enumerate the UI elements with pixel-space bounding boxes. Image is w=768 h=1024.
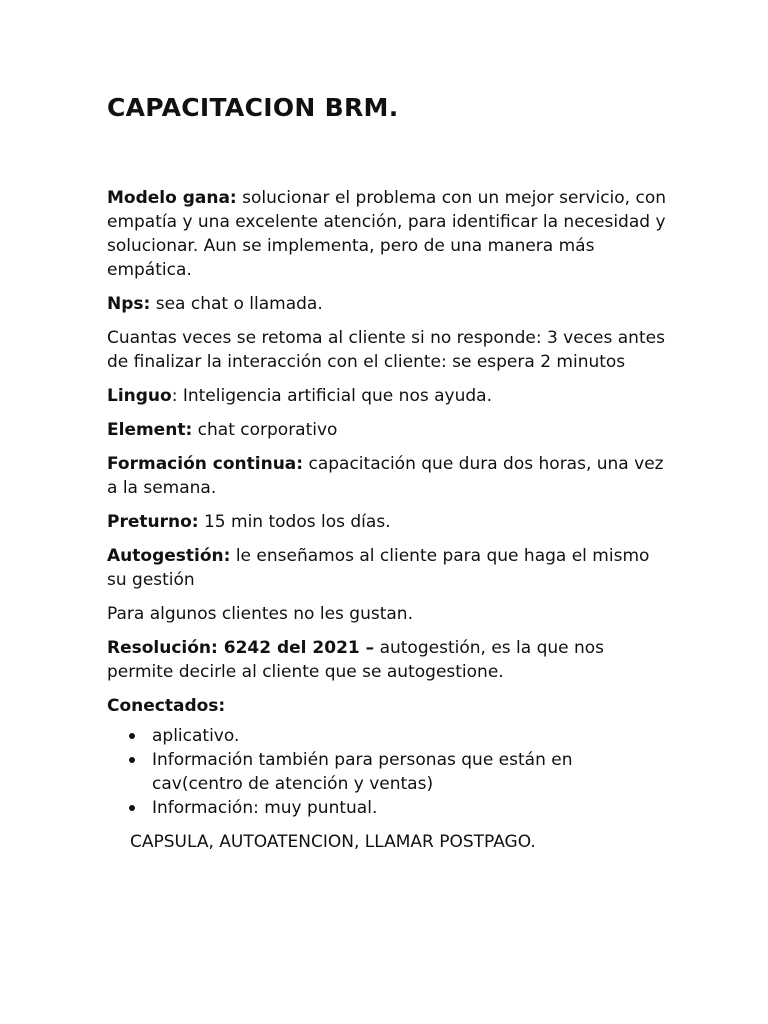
list-item: [152, 748, 667, 796]
list-item-text: Información también para personas que están en cav(centro de atención y ventas): [152, 750, 573, 794]
paragraph-text: autogestión, es la que nos permite decirle al cliente que se autogestione.: [107, 638, 605, 682]
closing-line: CAPSULA, AUTOATENCION, LLAMAR POSTPAGO.: [130, 832, 536, 852]
document-body: [107, 186, 667, 854]
paragraph-text: solucionar el problema con un mejor servicio, con empatía y una excelente atención, para identificar la necesidad y solucionar. Aun se implementa, pero de una manera más empática.: [107, 188, 667, 280]
paragraph-label: Autogestión:: [107, 546, 231, 566]
bullet-list: [107, 724, 667, 820]
paragraph-text: Para algunos clientes no les gustan.: [107, 604, 413, 624]
paragraph-label: Linguo: [107, 386, 172, 406]
paragraph-resolucion: [107, 636, 667, 684]
bullet-icon: [129, 733, 135, 739]
paragraph-label: Element:: [107, 420, 193, 440]
paragraph-text: capacitación que dura dos horas, una vez a la semana.: [107, 454, 664, 498]
paragraph-text: : Inteligencia artificial que nos ayuda.: [171, 386, 492, 406]
paragraph-label: Formación continua:: [107, 454, 304, 474]
paragraph-label: Resolución: 6242 del 2021 –: [107, 638, 375, 658]
paragraph-formacion-continua: [107, 452, 667, 500]
paragraph-modelo-gana: [107, 186, 667, 282]
bullet-icon: [129, 805, 135, 811]
paragraph-label: Nps:: [107, 294, 151, 314]
paragraph-linguo: [107, 384, 667, 408]
list-item: [152, 796, 667, 820]
paragraph-label: Conectados:: [107, 696, 226, 716]
paragraph-algunos-clientes: [107, 602, 667, 626]
list-item-text: Información: muy puntual.: [152, 798, 378, 818]
paragraph-text: 15 min todos los días.: [198, 512, 391, 532]
paragraph-text: sea chat o llamada.: [150, 294, 323, 314]
paragraph-preturno: [107, 510, 667, 534]
paragraph-text: le enseñamos al cliente para que haga el mismo su gestión: [107, 546, 650, 590]
paragraph-autogestion: [107, 544, 667, 592]
document-title: CAPACITACION BRM.: [107, 93, 399, 122]
bullet-icon: [129, 757, 135, 763]
paragraph-element: [107, 418, 667, 442]
paragraph-text: Cuantas veces se retoma al cliente si no responde: 3 veces antes de finalizar la interacción con el cliente: se espera 2 minutos: [107, 328, 665, 372]
paragraph-label: Preturno:: [107, 512, 199, 532]
paragraph-conectados: [107, 694, 667, 718]
paragraph-retoma-cliente: [107, 326, 667, 374]
paragraph-nps: [107, 292, 667, 316]
list-item: [152, 724, 667, 748]
list-item-text: aplicativo.: [152, 726, 240, 746]
paragraph-text: chat corporativo: [192, 420, 338, 440]
paragraph-label: Modelo gana:: [107, 188, 237, 208]
